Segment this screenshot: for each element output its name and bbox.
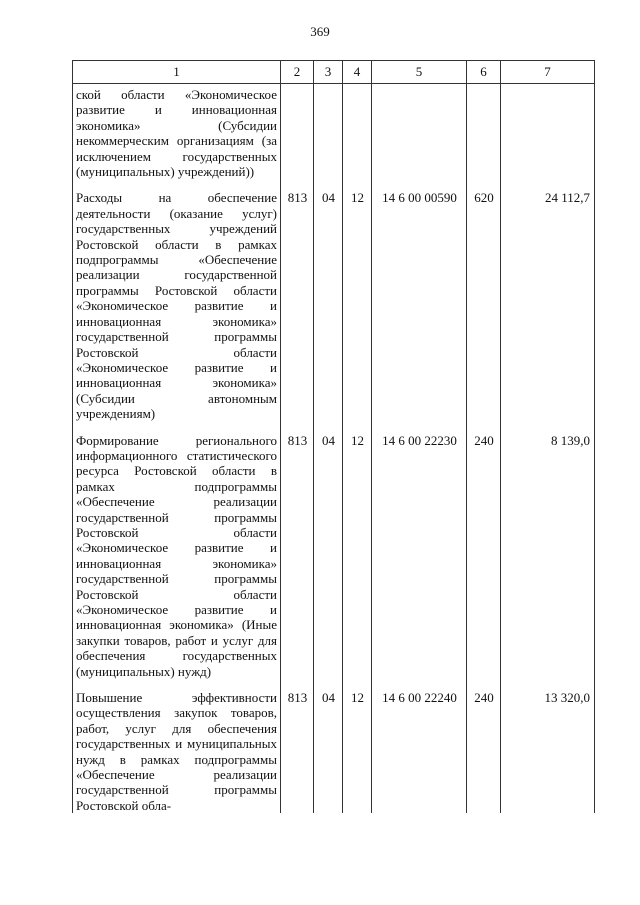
row-col-4: 12 [343,688,372,813]
row-col-2: 813 [281,688,314,813]
table-row [73,84,595,189]
row-col-3 [314,84,343,189]
row-col-6 [467,84,501,189]
row-col-6: 240 [467,688,501,813]
header-col-3: 3 [314,61,343,84]
table-row [73,688,595,813]
row-amount [501,84,595,189]
table-header [73,61,595,84]
header-row [73,61,595,84]
row-description: Расходы на обеспечение деятельности (оказание услуг) государственных учреждений Ростовской области в рамках подпрограммы «Обеспечение реализации государственной программы Ростовской области «Экономическое развитие и инновационная экономика» государственной программы Ростовской области «Экономическое развитие и инновационная экономика» (Субсидии автономным учреждениям) [73,188,281,430]
row-col-5 [372,84,467,189]
row-amount: 8 139,0 [501,431,595,689]
header-col-1: 1 [73,61,281,84]
row-col-6: 240 [467,431,501,689]
header-col-7: 7 [501,61,595,84]
row-col-4: 12 [343,188,372,430]
row-col-5: 14 6 00 22230 [372,431,467,689]
page-number: 369 [310,24,330,39]
row-description: Повышение эффективности осуществления закупок товаров, работ, услуг для обеспечения государственных и муниципальных нужд в рамках подпрограммы «Обеспечение реализации государственной программы Ростовской обла- [73,688,281,813]
header-col-5: 5 [372,61,467,84]
header-col-4: 4 [343,61,372,84]
budget-table [72,60,595,813]
row-col-6: 620 [467,188,501,430]
row-col-2: 813 [281,431,314,689]
header-col-6: 6 [467,61,501,84]
row-amount: 24 112,7 [501,188,595,430]
table-row [73,431,595,689]
row-col-3: 04 [314,688,343,813]
table-body [73,84,595,814]
row-col-5: 14 6 00 00590 [372,188,467,430]
row-description: Формирование регионального информационного статистического ресурса Ростовской области в рамках подпрограммы «Обеспечение реализации государственной программы Ростовской области «Экономическое развитие и инновационная экономика» государственной программы Ростовской области «Экономическое развитие и инновационная экономика» (Иные закупки товаров, работ и услуг для обеспечения государственных (муниципальных) нужд) [73,431,281,689]
row-col-3: 04 [314,188,343,430]
row-col-4 [343,84,372,189]
row-amount: 13 320,0 [501,688,595,813]
row-col-4: 12 [343,431,372,689]
row-col-5: 14 6 00 22240 [372,688,467,813]
header-col-2: 2 [281,61,314,84]
row-col-2: 813 [281,188,314,430]
table-row [73,188,595,430]
row-description: ской области «Экономическое развитие и инновационная экономика» (Субсидии некоммерческим организациям (за исключением государственных (муниципальных) учреждений)) [73,84,281,189]
row-col-3: 04 [314,431,343,689]
row-col-2 [281,84,314,189]
